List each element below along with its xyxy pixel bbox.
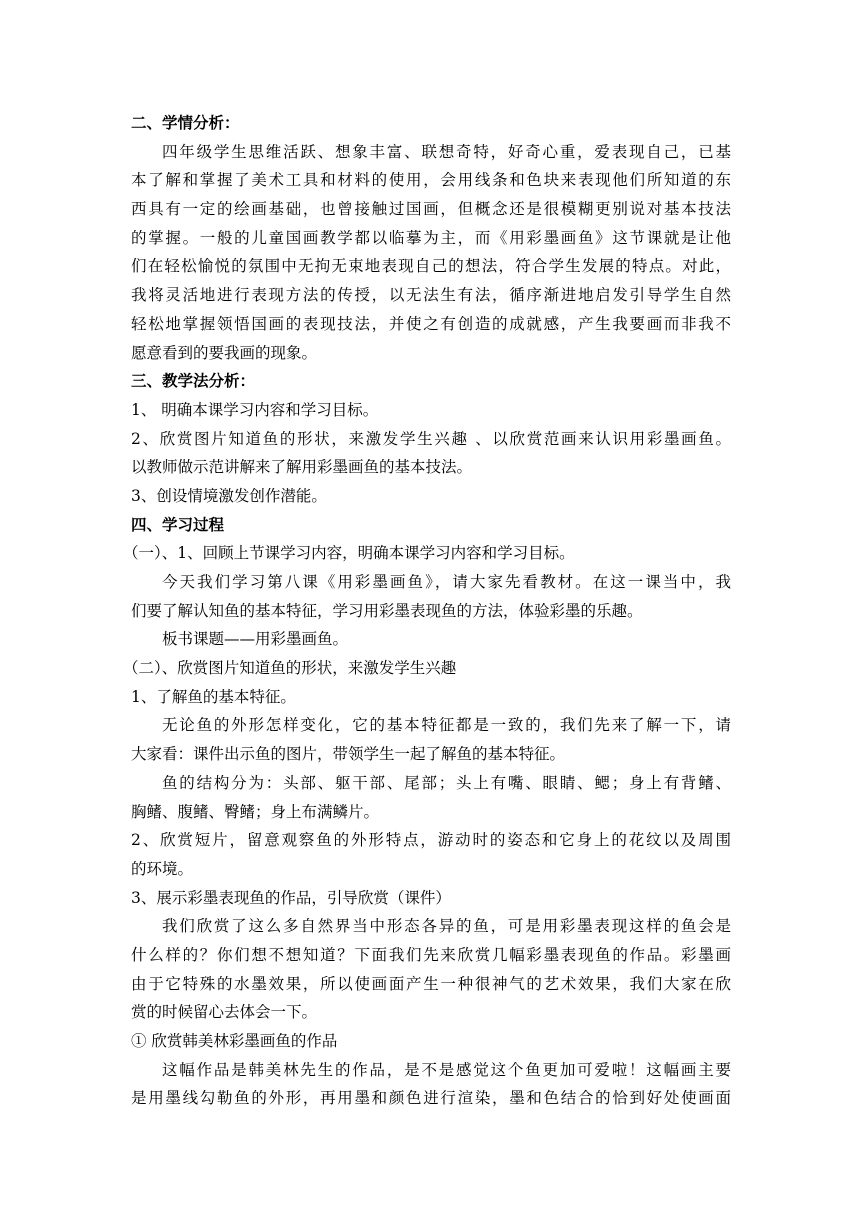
paragraph-line: 由于它特殊的水墨效果，所以使画面产生一种很神气的艺术效果，我们大家在欣 [131, 974, 731, 993]
section-heading: 三、教学法分析： [131, 371, 256, 391]
paragraph-line: 无论鱼的外形怎样变化，它的基本特征都是一致的，我们先来了解一下，请 [162, 716, 731, 735]
paragraph-line: 我将灵活地进行表现方法的传授，以无法生有法，循序渐进地启发引导学生自然 [131, 286, 731, 305]
paragraph-line: 今天我们学习第八课《用彩墨画鱼》，请大家先看教材。在这一课当中，我 [162, 573, 731, 591]
paragraph-line: ① 欣赏韩美林彩墨画鱼的作品 [131, 1032, 338, 1050]
paragraph-line: 们要了解认知鱼的基本特征，学习用彩墨表现鱼的方法，体验彩墨的乐趣。 [131, 601, 643, 620]
paragraph-line: 的环境。 [131, 859, 194, 878]
document-page [123, 109, 731, 1113]
paragraph-line: 轻松地掌握领悟国画的表现技法，并使之有创造的成就感，产生我要画而非我不 [131, 314, 731, 333]
paragraph-line: 的掌握。一般的儿童国画教学都以临摹为主，而《用彩墨画鱼》这节课就是让他 [131, 228, 731, 247]
paragraph-line: 我们欣赏了这么多自然界当中形态各异的鱼，可是用彩墨表现这样的鱼会是 [162, 917, 731, 936]
paragraph-line: 什么样的？你们想不想知道？下面我们先来欣赏几幅彩墨表现鱼的作品。彩墨画 [131, 945, 731, 964]
paragraph-line: 3、展示彩墨表现鱼的作品，引导欣赏（课件） [131, 888, 451, 907]
section-heading: 二、学情分析： [131, 113, 240, 132]
paragraph-line: 1、了解鱼的基本特征。 [131, 687, 296, 706]
paragraph-line: 是用墨线勾勒鱼的外形，再用墨和颜色进行渲染，墨和色结合的恰到好处使画面 [131, 1089, 731, 1108]
paragraph-line: 这幅作品是韩美林先生的作品，是不是感觉这个鱼更加可爱啦！这幅画主要 [162, 1060, 731, 1079]
subsection-heading: （一）、1、回顾上节课学习内容，明确本课学习内容和学习目标。 [123, 544, 575, 563]
paragraph-line: 2、欣赏短片，留意观察鱼的外形特点，游动时的姿态和它身上的花纹以及周围 [131, 831, 731, 850]
paragraph-line: 四年级学生思维活跃、想象丰富、联想奇特，好奇心重，爱表现自己，已基 [162, 142, 731, 161]
paragraph-line: 3、创设情境激发创作潜能。 [131, 486, 327, 505]
paragraph-line: 西具有一定的绘画基础，也曾接触过国画，但概念还是很模糊更别说对基本技法 [131, 200, 731, 219]
paragraph-line: 愿意看到的要我画的现象。 [131, 343, 318, 362]
section-heading: 四、学习过程 [131, 514, 225, 534]
paragraph-line: 本了解和掌握了美术工具和材料的使用，会用线条和色块来表现他们所知道的东 [131, 171, 731, 190]
paragraph-line: 板书课题——用彩墨画鱼。 [162, 630, 349, 649]
paragraph-line: 鱼的结构分为：头部、躯干部、尾部；头上有嘴、眼睛、鳃；身上有背鳍、 [162, 773, 731, 792]
paragraph-line: 们在轻松愉悦的氛围中无拘无束地表现自己的想法，符合学生发展的特点。对此， [131, 257, 731, 276]
paragraph-line: 大家看：课件出示鱼的图片，带领学生一起了解鱼的基本特征。 [131, 745, 566, 764]
paragraph-line: 2、欣赏图片知道鱼的形状，来激发学生兴趣 、以欣赏范画来认识用彩墨画鱼。 [131, 429, 731, 448]
paragraph-line: 1、 明确本课学习内容和学习目标。 [131, 400, 379, 419]
paragraph-line: 以教师做示范讲解来了解用彩墨画鱼的基本技法。 [131, 458, 473, 477]
subsection-heading: （二）、欣赏图片知道鱼的形状，来激发学生兴趣 [123, 659, 457, 678]
paragraph-line: 胸鳍、腹鳍、臀鳍；身上布满鳞片。 [131, 802, 380, 821]
paragraph-line: 赏的时候留心去体会一下。 [131, 1003, 318, 1022]
